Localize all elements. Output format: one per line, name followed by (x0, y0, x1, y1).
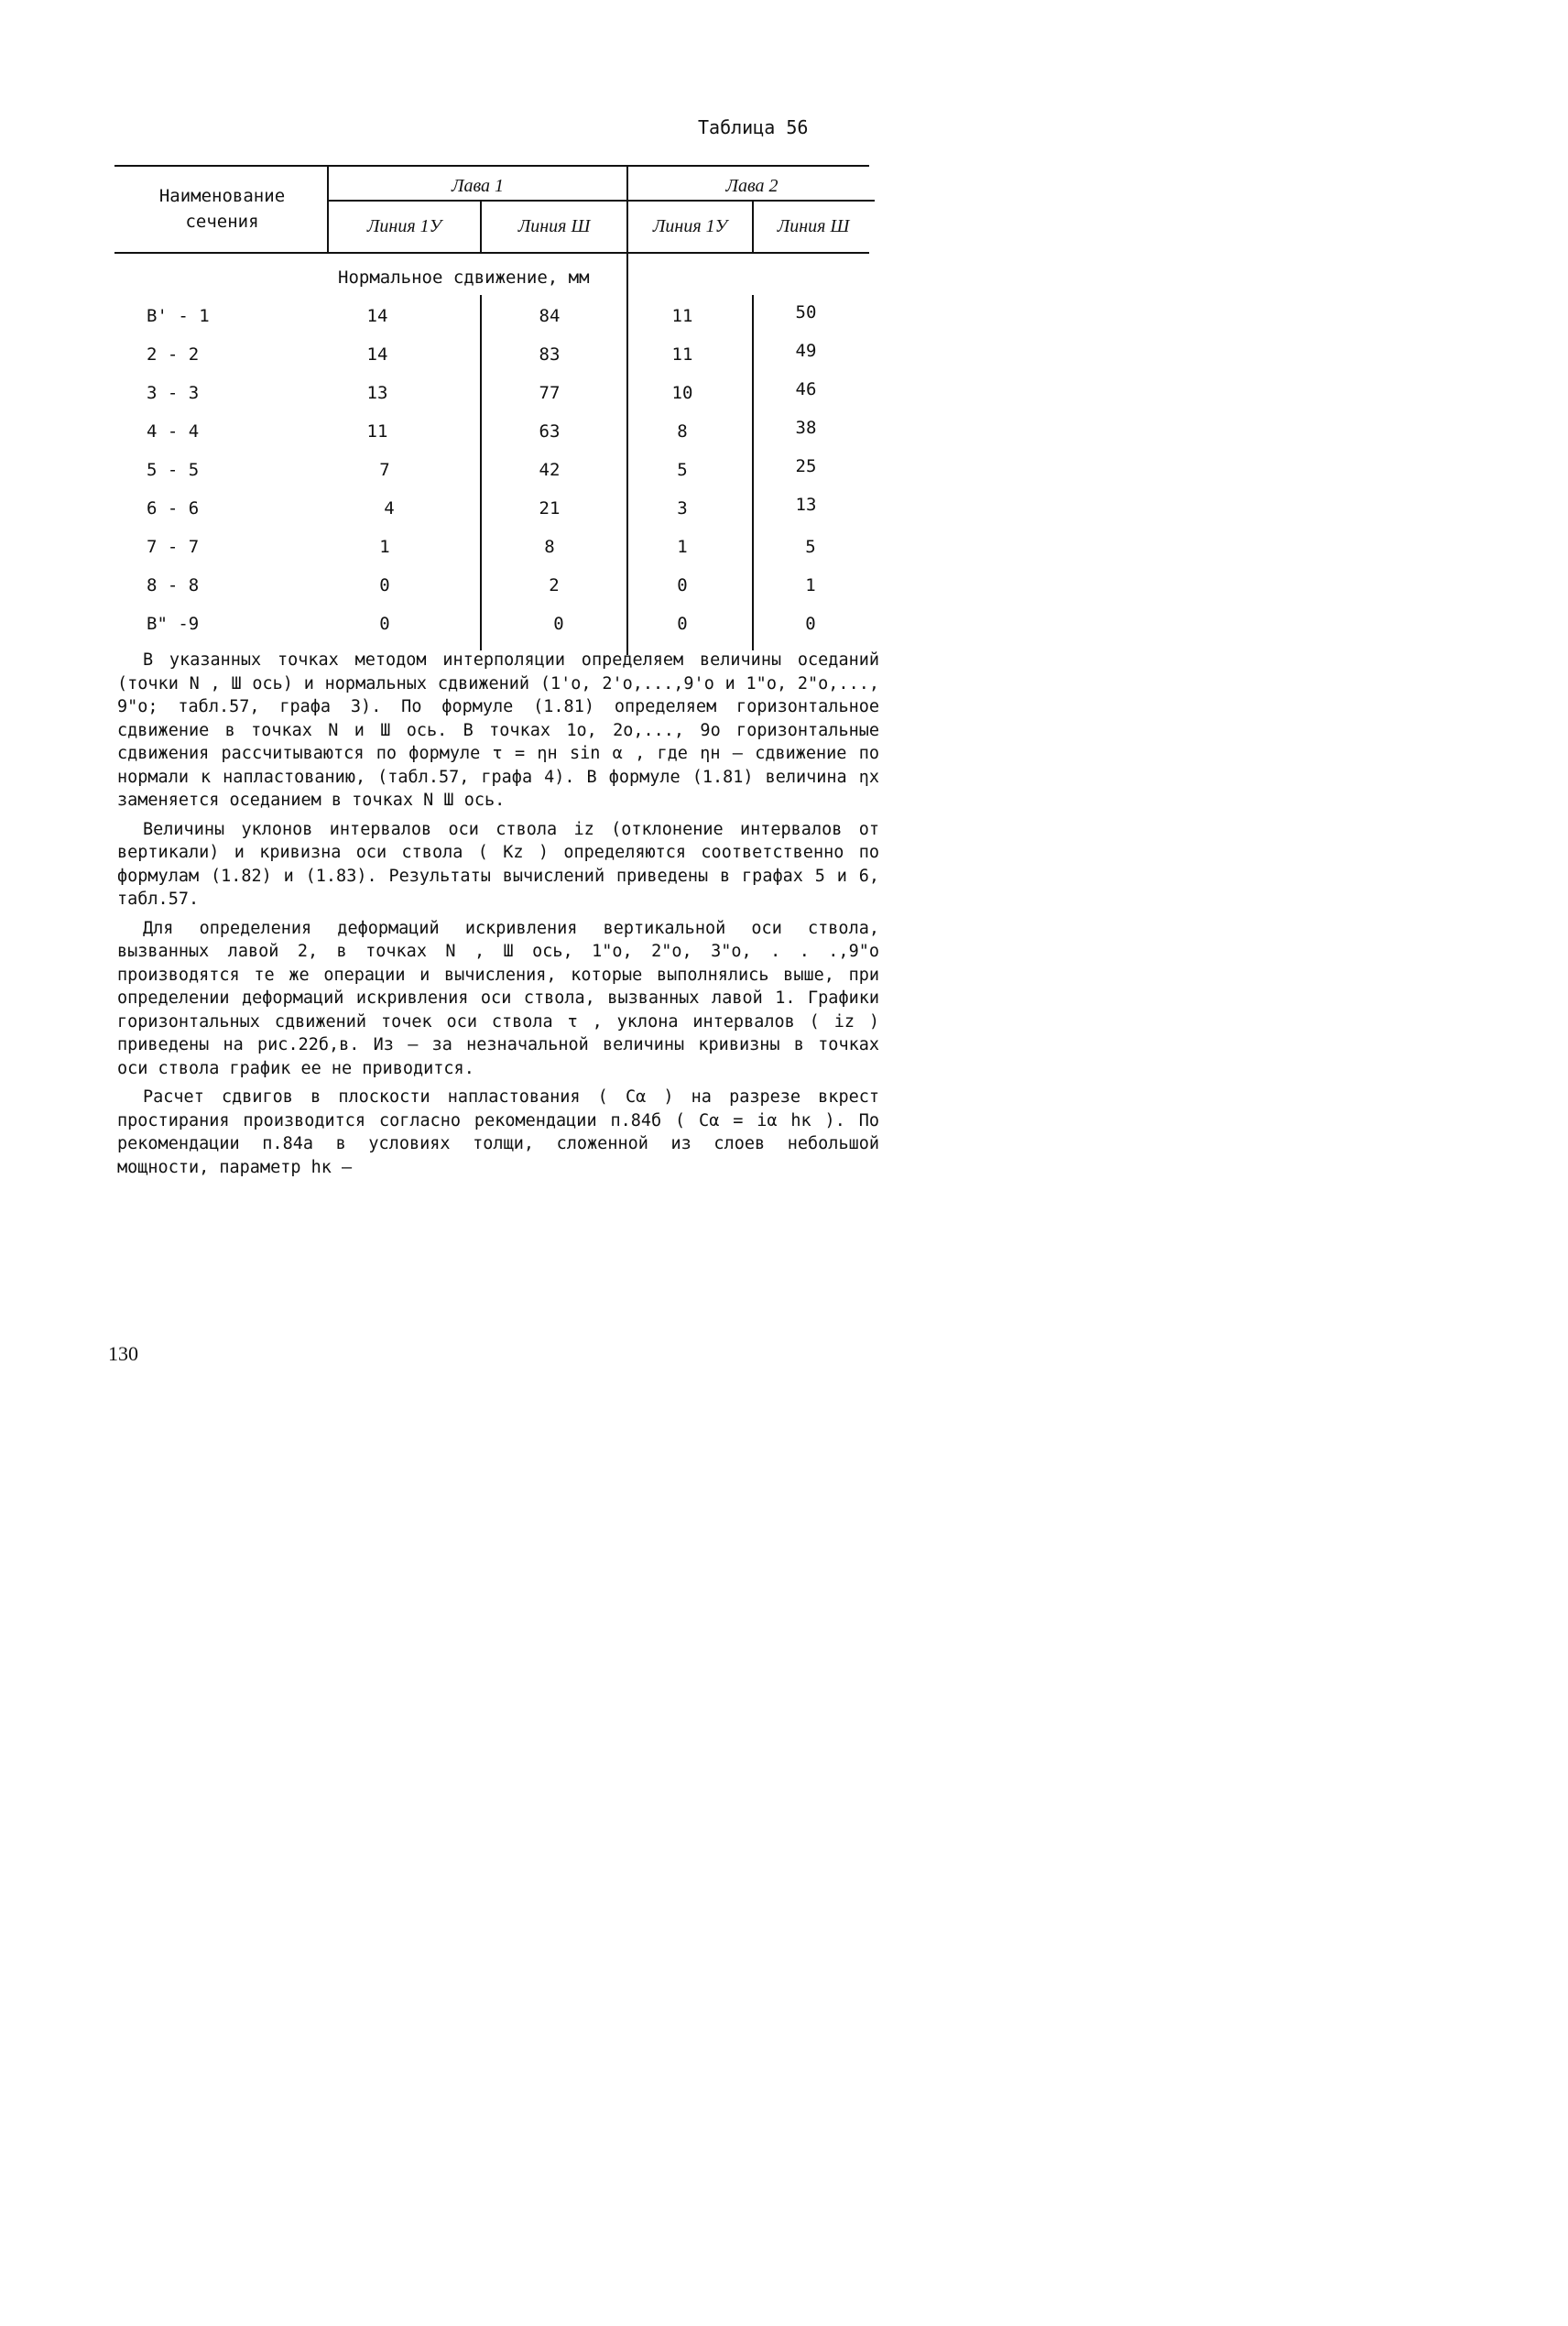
cell-lava1-sh: 63 (539, 421, 561, 442)
cell-lava1-1u: 14 (366, 306, 388, 326)
cell-lava2-sh: 1 (805, 575, 816, 595)
cell-lava1-1u: 7 (379, 460, 390, 480)
table-caption: Таблица 56 (698, 116, 809, 138)
paragraph-shear-calculation: Расчет сдвигов в плоскости напластования ( Cα ) на разрезе вкрест простирания производится согласно рекомендации п.84б ( Cα = iα hк ). По рекомендации п.84а в условиях толщи, сложенной из слоев небольшой мощности, параметр hк – (117, 1087, 879, 1177)
cell-lava2-1u: 0 (677, 614, 688, 634)
row-name: 2 - 2 (147, 344, 200, 365)
cell-lava1-1u: 1 (379, 537, 390, 557)
cell-lava1-sh: 42 (539, 460, 561, 480)
cell-lava2-sh: 46 (795, 379, 817, 399)
cell-lava2-1u: 1 (677, 537, 688, 557)
row-name: 5 - 5 (147, 460, 200, 480)
divider-lava1-sub-body (480, 295, 482, 650)
cell-lava1-1u: 11 (366, 421, 388, 442)
divider-lava (626, 165, 628, 655)
header-bottom-rule (114, 252, 869, 254)
cell-lava2-1u: 0 (677, 575, 688, 595)
row-name: 4 - 4 (147, 421, 200, 442)
cell-lava2-1u: 11 (671, 306, 693, 326)
cell-lava1-1u: 14 (366, 344, 388, 365)
cell-lava2-sh: 13 (795, 495, 817, 515)
cell-lava1-sh: 21 (539, 498, 561, 519)
cell-lava1-1u: 4 (384, 498, 395, 519)
row-name: В" -9 (147, 614, 200, 634)
row-name: В' - 1 (147, 306, 210, 326)
paragraph-slopes-curvature: Величины уклонов интервалов оси ствола iz (отклонение интервалов от вертикали) и кривизна оси ствола ( Kz ) определяются соответственно по формулам (1.82) и (1.83). Результаты вычислений приведены в графах 5 и 6, табл.57. (117, 819, 879, 909)
body-text (117, 649, 879, 1185)
cell-lava2-sh: 38 (795, 418, 817, 438)
cell-lava1-sh: 2 (549, 575, 560, 595)
cell-lava1-sh: 0 (553, 614, 564, 634)
header-lava1-line-sh: Линия Ш (517, 216, 591, 236)
cell-lava2-sh: 49 (795, 341, 817, 361)
cell-lava1-1u: 0 (379, 614, 390, 634)
header-lava2: Лава 2 (725, 176, 779, 196)
paragraph-interpolation: В указанных точках методом интерполяции определяем величины оседаний (точки N , Ш ось) и нормальных сдвижений (1'о, 2'о,...,9'о и 1"о, 2"о,..., 9"о; табл.57, графа 3). По формуле (1.81) определяем горизонтальное сдвижение в точках N и Ш ось. В точках 1о, 2о,..., 9о горизонтальные сдвижения рассчитываются по формуле τ = ηн sin α , где ηн – сдвижение по нормали к напластованию, (табл.57, графа 4). В формуле (1.81) величина ηx заменяется оседанием в точках N Ш ось. (117, 650, 879, 810)
cell-lava2-1u: 10 (671, 383, 693, 403)
header-lava1: Лава 1 (451, 176, 505, 196)
row-name: 7 - 7 (147, 537, 200, 557)
cell-lava2-sh: 50 (795, 302, 817, 322)
header-section-name: Наименование сечения (158, 186, 286, 232)
cell-lava2-1u: 8 (677, 421, 688, 442)
cell-lava2-sh: 0 (805, 614, 816, 634)
header-lava2-line-sh: Линия Ш (777, 216, 850, 236)
unit-row-label: Нормальное сдвижение, мм (338, 268, 590, 288)
cell-lava2-1u: 3 (677, 498, 688, 519)
cell-lava1-sh: 77 (539, 383, 561, 403)
header-lava2-line-1u: Линия 1У (652, 216, 728, 236)
cell-lava2-sh: 5 (805, 537, 816, 557)
page-number: 130 (108, 1342, 138, 1365)
cell-lava1-sh: 83 (539, 344, 561, 365)
divider-lava2-sub-body (752, 295, 754, 650)
row-name: 8 - 8 (147, 575, 200, 595)
cell-lava1-1u: 13 (366, 383, 388, 403)
row-name: 3 - 3 (147, 383, 200, 403)
header-lava1-line-1u: Линия 1У (366, 216, 442, 236)
group-header-rule (327, 200, 875, 202)
cell-lava1-sh: 84 (539, 306, 561, 326)
cell-lava2-1u: 5 (677, 460, 688, 480)
row-name: 6 - 6 (147, 498, 200, 519)
cell-lava1-sh: 8 (544, 537, 555, 557)
cell-lava1-1u: 0 (379, 575, 390, 595)
cell-lava2-sh: 25 (795, 456, 817, 476)
paragraph-lava2-deformations: Для определения деформаций искривления вертикальной оси ствола, вызванных лавой 2, в точках N , Ш ось, 1"о, 2"о, 3"о, . . .,9"о производятся те же операции и вычисления, которые выполнялись выше, при определении деформаций искривления оси ствола, вызванных лавой 1. Графики горизонтальных сдвижений точек оси ствола τ , уклона интервалов ( iz ) приведены на рис.22б,в. Из – за незначальной величины кривизны в точках оси ствола график ее не приводится. (117, 918, 879, 1078)
data-table (0, 0, 953, 660)
table-top-rule (114, 165, 869, 167)
cell-lava2-1u: 11 (671, 344, 693, 365)
